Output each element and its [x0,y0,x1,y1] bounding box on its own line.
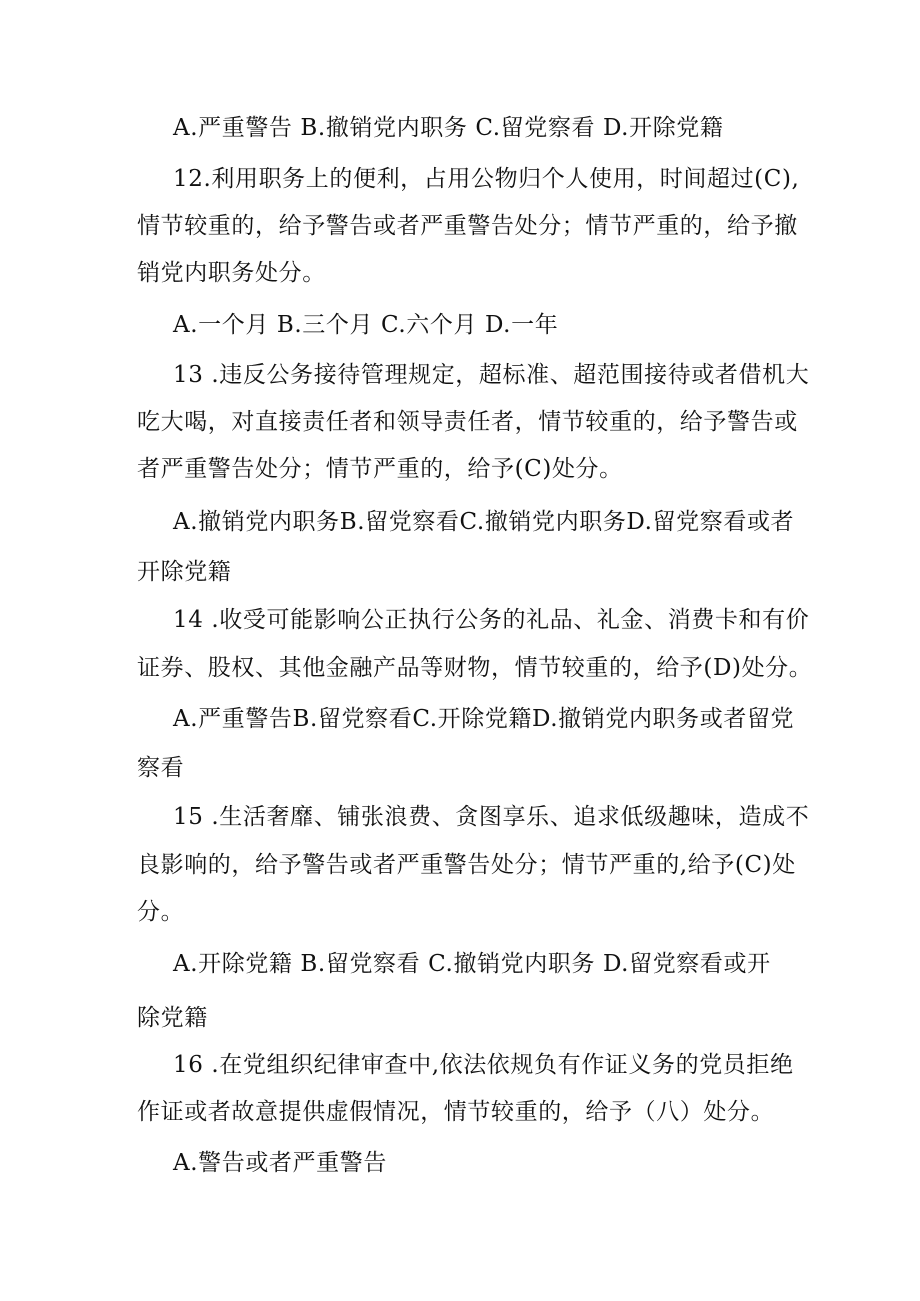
q14-options-line-2: 察看 [137,755,185,781]
q16-text-line-1: 16 .在党组织纪律审查中,依法依规负有作证义务的党员拒绝 [173,1052,794,1078]
q12-text-line-1: 12.利用职务上的便利，占用公物归个人使用，时间超过(C), [173,166,800,192]
q15-options-line-2: 除党籍 [137,1005,208,1031]
q13-text-line-1: 13 .违反公务接待管理规定，超标准、超范围接待或者借机大 [173,362,810,388]
q12-options: A.一个月 B.三个月 C.六个月 D.一年 [173,312,559,338]
q13-options-line-2: 开除党籍 [137,559,232,585]
q13-text-line-2: 吃大喝，对直接责任者和领导责任者，情节较重的，给予警告或 [137,409,798,435]
q13-options-line-1: A.撤销党内职务B.留党察看C.撤销党内职务D.留党察看或者 [173,509,795,535]
q14-text-line-1: 14 .收受可能影响公正执行公务的礼品、礼金、消费卡和有价 [173,607,810,633]
q15-text-line-2: 良影响的，给予警告或者严重警告处分；情节严重的,给予(C)处 [137,852,796,878]
q13-text-line-3: 者严重警告处分；情节严重的，给予(C)处分。 [137,456,623,482]
q15-options-line-1: A.开除党籍 B.留党察看 C.撤销党内职务 D.留党察看或开 [173,951,771,977]
q16-text-line-2: 作证或者故意提供虚假情况，情节较重的，给予（八）处分。 [137,1099,775,1125]
q11-options: A.严重警告 B.撤销党内职务 C.留党察看 D.开除党籍 [173,115,724,141]
q14-text-line-2: 证券、股权、其他金融产品等财物，情节较重的，给予(D)处分。 [137,655,813,681]
q12-text-line-2: 情节较重的，给予警告或者严重警告处分；情节严重的，给予撤 [137,213,798,239]
q14-options-line-1: A.严重警告B.留党察看C.开除党籍D.撤销党内职务或者留党 [173,706,795,732]
q12-text-line-3: 销党内职务处分。 [137,260,326,286]
q15-text-line-3: 分。 [137,899,185,925]
q15-text-line-1: 15 .生活奢靡、铺张浪费、贪图享乐、追求低级趣味，造成不 [173,804,810,830]
q16-options: A.警告或者严重警告 [173,1150,387,1176]
